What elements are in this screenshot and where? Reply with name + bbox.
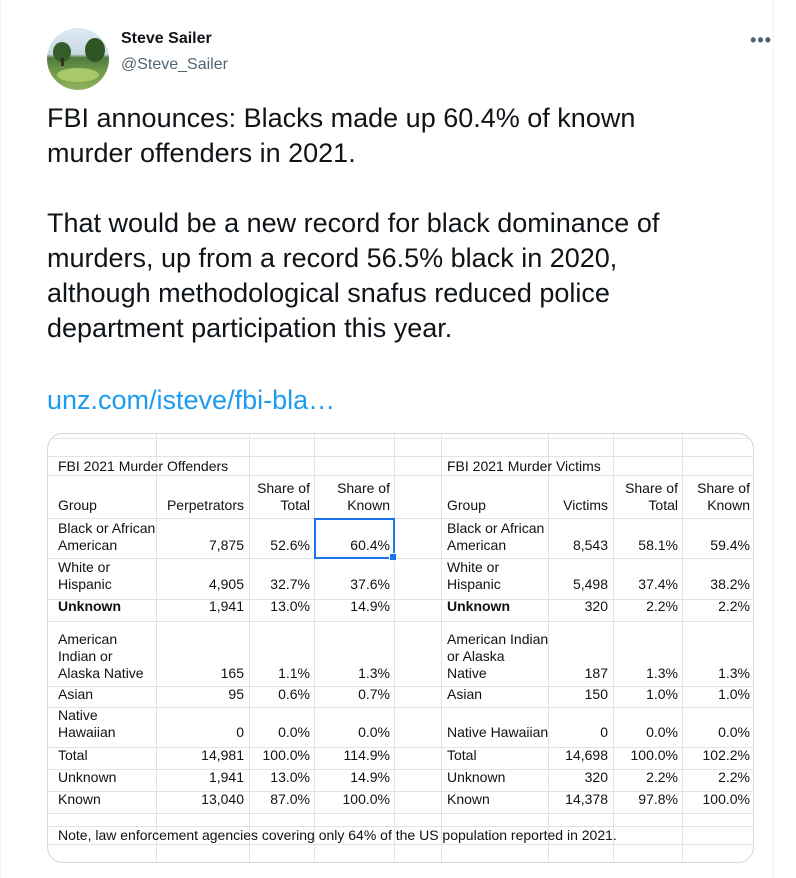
offenders-row-label: Asian — [58, 686, 94, 702]
victims-row-value: 58.1% — [638, 537, 678, 553]
grid-row-line — [48, 844, 753, 845]
offenders-header-group: Group — [58, 497, 97, 513]
timeline-border-right — [773, 0, 774, 878]
victims-row-value: 37.4% — [638, 576, 678, 592]
offenders-row-value: 32.7% — [270, 576, 310, 592]
victims-row-value: 2.2% — [718, 598, 750, 614]
victims-row-label: Unknown — [447, 598, 510, 614]
victims-row-value: 102.2% — [702, 747, 750, 763]
offenders-row-label: Total — [58, 747, 88, 763]
author-name[interactable]: Steve Sailer — [121, 30, 212, 47]
tweet-paragraph-2: That would be a new record for black dominance of murders, up from a record 56.5% black in 2020, although methodological snafus reduced police department participation this year. — [47, 208, 660, 343]
offenders-row-value: 14.9% — [350, 769, 390, 785]
victims-row-value: 1.0% — [646, 686, 678, 702]
article-link[interactable]: unz.com/isteve/fbi-bla… — [47, 385, 336, 415]
offenders-row-value: 60.4% — [350, 537, 390, 553]
offenders-row-value: 1,941 — [208, 769, 244, 785]
victims-header-1: Victims — [563, 497, 608, 513]
victims-row-value: 100.0% — [702, 791, 750, 807]
offenders-row-value: 100.0% — [342, 791, 390, 807]
offenders-row-label: Unknown — [58, 598, 121, 614]
tweet-text — [47, 101, 747, 346]
victims-header-3: Share of Known — [697, 480, 750, 513]
grid-column-line — [156, 434, 157, 862]
victims-row-value: 0 — [600, 724, 608, 740]
fill-handle — [389, 553, 397, 561]
tweet-header — [47, 22, 772, 86]
victims-row-label: Native Hawaiian — [447, 724, 549, 740]
grid-column-line — [613, 434, 614, 862]
grid-column-line — [394, 434, 395, 862]
victims-row-label: Known — [447, 791, 490, 807]
offenders-header-2: Share of Total — [257, 480, 310, 513]
offenders-row-value: 37.6% — [350, 576, 390, 592]
avatar[interactable] — [47, 28, 109, 90]
grid-row-line — [48, 558, 753, 559]
victims-row-value: 1.3% — [718, 665, 750, 681]
offenders-row-value: 13,040 — [201, 791, 244, 807]
grid-row-line — [48, 621, 753, 622]
offenders-header-3: Share of Known — [337, 480, 390, 513]
offenders-row-value: 4,905 — [208, 576, 244, 592]
victims-row-value: 97.8% — [638, 791, 678, 807]
offenders-row-value: 14.9% — [350, 598, 390, 614]
sheet-note: Note, law enforcement agencies covering only 64% of the US population reported in 2021. — [58, 827, 617, 843]
grid-column-line — [441, 434, 442, 862]
offenders-row-value: 1,941 — [208, 598, 244, 614]
grid-row-line — [48, 456, 753, 457]
victims-row-value: 0.0% — [718, 724, 750, 740]
victims-row-value: 0.0% — [646, 724, 678, 740]
offenders-row-label: Known — [58, 791, 101, 807]
offenders-row-value: 13.0% — [270, 769, 310, 785]
offenders-row-value: 87.0% — [270, 791, 310, 807]
offenders-row-value: 1.3% — [358, 665, 390, 681]
victims-header-group: Group — [447, 497, 486, 513]
victims-row-value: 320 — [584, 598, 608, 614]
attached-image[interactable] — [47, 433, 754, 863]
victims-row-label: Total — [447, 747, 477, 763]
timeline-border-left — [0, 0, 1, 878]
grid-column-line — [249, 434, 250, 862]
victims-row-label: White or Hispanic — [447, 559, 501, 592]
author-handle[interactable]: @Steve_Sailer — [121, 56, 228, 73]
offenders-header-1: Perpetrators — [166, 497, 244, 513]
grid-row-line — [48, 707, 753, 708]
grid-column-line — [682, 434, 683, 862]
offenders-row-value: 95 — [228, 686, 244, 702]
victims-row-value: 1.0% — [718, 686, 750, 702]
offenders-row-value: 0.7% — [358, 686, 390, 702]
victims-row-value: 59.4% — [710, 537, 750, 553]
offenders-row-value: 7,875 — [208, 537, 244, 553]
offenders-row-label: Unknown — [58, 769, 117, 785]
victims-title: FBI 2021 Murder Victims — [447, 458, 601, 474]
offenders-row-value: 0.0% — [358, 724, 390, 740]
offenders-title: FBI 2021 Murder Offenders — [58, 458, 229, 474]
spreadsheet-screenshot — [48, 434, 753, 862]
victims-row-value: 100.0% — [630, 747, 678, 763]
selected-cell-highlight — [314, 518, 395, 559]
more-options-icon[interactable]: ••• — [750, 30, 772, 50]
victims-row-value: 14,698 — [565, 747, 608, 763]
victims-row-value: 5,498 — [572, 576, 608, 592]
tweet-paragraph-1: FBI announces: Blacks made up 60.4% of known murder offenders in 2021. — [47, 103, 636, 168]
victims-row-value: 8,543 — [572, 537, 608, 553]
victims-header-2: Share of Total — [625, 480, 678, 513]
victims-row-label: Black or African American — [447, 520, 545, 553]
victims-row-label: Asian — [447, 686, 483, 702]
offenders-row-value: 114.9% — [343, 747, 390, 763]
victims-row-value: 187 — [584, 665, 608, 681]
offenders-row-value: 0.0% — [278, 724, 310, 740]
offenders-row-value: 0 — [236, 724, 244, 740]
victims-row-value: 150 — [584, 686, 608, 702]
victims-row-value: 1.3% — [646, 665, 678, 681]
victims-row-value: 2.2% — [646, 769, 678, 785]
offenders-row-value: 100.0% — [262, 747, 310, 763]
offenders-row-label: American Indian or Alaska Native — [58, 631, 144, 681]
victims-row-value: 320 — [584, 769, 608, 785]
offenders-row-value: 1.1% — [278, 665, 310, 681]
victims-row-value: 2.2% — [646, 598, 678, 614]
offenders-row-value: 165 — [220, 665, 244, 681]
grid-row-line — [48, 475, 753, 476]
offenders-row-value: 52.6% — [270, 537, 310, 553]
victims-row-value: 38.2% — [710, 576, 750, 592]
victims-row-value: 2.2% — [718, 769, 750, 785]
offenders-row-value: 14,981 — [201, 747, 244, 763]
victims-row-value: 14,378 — [565, 791, 608, 807]
offenders-row-label: White or Hispanic — [58, 559, 112, 592]
offenders-row-value: 0.6% — [278, 686, 310, 702]
offenders-row-value: 13.0% — [270, 598, 310, 614]
victims-row-label: American Indian or Alaska Native — [447, 631, 549, 681]
victims-row-label: Unknown — [447, 769, 506, 785]
grid-row-line — [48, 438, 753, 439]
offenders-row-label: Native Hawaiian — [58, 707, 116, 740]
grid-row-line — [48, 518, 753, 519]
offenders-row-label: Black or African American — [58, 520, 156, 553]
grid-column-line — [314, 434, 315, 862]
grid-row-line — [48, 813, 753, 814]
